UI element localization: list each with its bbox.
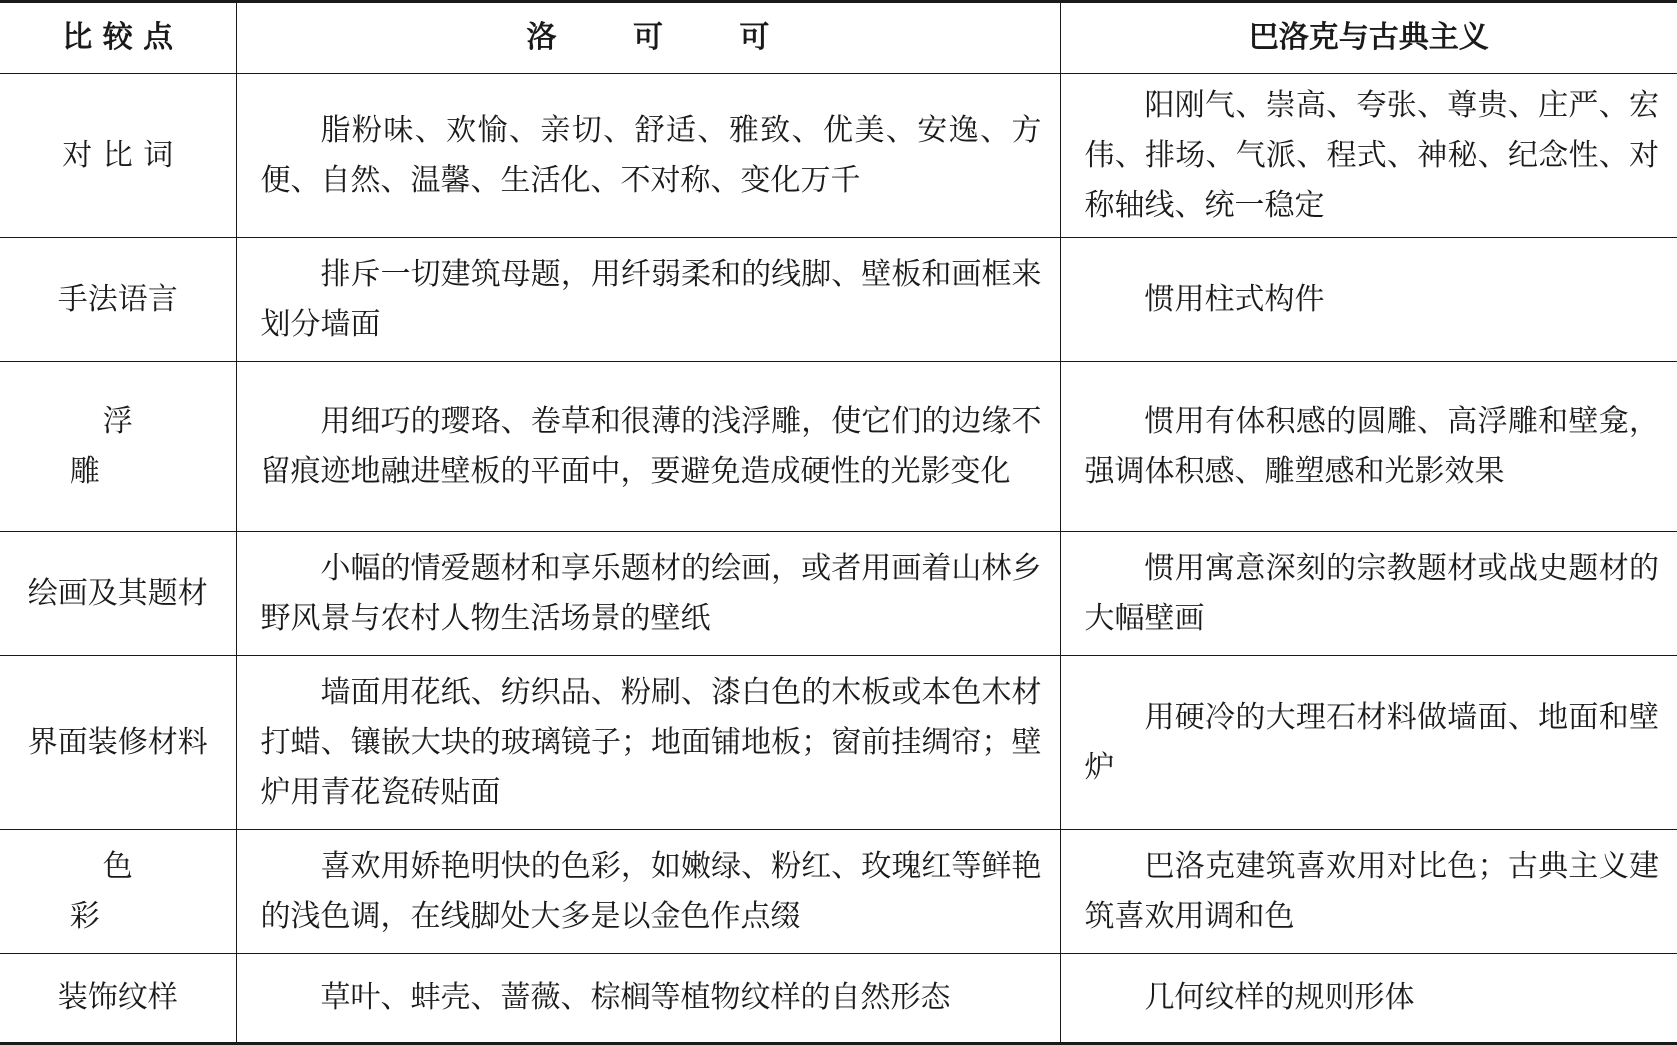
row-rococo-text: 排斥一切建筑母题，用纤弱柔和的线脚、壁板和画框来划分墙面: [260, 256, 1042, 342]
row-point-cell: [0, 830, 236, 954]
row-baroque-text: 阳刚气、崇高、夸张、尊贵、庄严、宏伟、排场、气派、程式、神秘、纪念性、对称轴线、统一稳定: [1084, 87, 1659, 223]
row-point-cell: [0, 954, 236, 1044]
table-row: [0, 74, 1677, 238]
header-baroque-text: 巴洛克与古典主义: [1248, 20, 1489, 55]
row-rococo-text: 草叶、蚌壳、蔷薇、棕榈等植物纹样的自然形态: [320, 980, 951, 1015]
row-baroque-text: 惯用有体积感的圆雕、高浮雕和壁龛，强调体积感、雕塑感和光影效果: [1084, 403, 1659, 489]
row-baroque-cell: [1060, 74, 1677, 238]
row-rococo-cell: [236, 830, 1060, 954]
header-point-text: 比 较 点: [62, 20, 174, 55]
header-rococo: [236, 2, 1060, 74]
row-baroque-cell: [1060, 954, 1677, 1044]
table-row: [0, 362, 1677, 532]
row-point-cell: [0, 74, 236, 238]
row-baroque-cell: [1060, 532, 1677, 656]
row-point-label: 色彩: [69, 848, 199, 934]
row-rococo-text: 小幅的情爱题材和享乐题材的绘画，或者用画着山林乡野风景与农村人物生活场景的壁纸: [260, 550, 1042, 636]
header-point: [0, 2, 236, 74]
row-rococo-cell: [236, 238, 1060, 362]
row-baroque-text: 惯用柱式构件: [1144, 281, 1325, 317]
row-rococo-text: 脂粉味、欢愉、亲切、舒适、雅致、优美、安逸、方便、自然、温馨、生活化、不对称、变化万千: [260, 112, 1042, 198]
row-point-label: 浮雕: [69, 403, 199, 489]
row-baroque-text: 惯用寓意深刻的宗教题材或战史题材的大幅壁画: [1084, 550, 1659, 636]
row-point-label: 界面装修材料: [27, 724, 208, 760]
row-point-cell: [0, 532, 236, 656]
row-rococo-cell: [236, 954, 1060, 1044]
header-rococo-text: 洛 可 可: [526, 20, 803, 55]
header-baroque: [1060, 2, 1677, 74]
row-baroque-cell: [1060, 830, 1677, 954]
row-point-label: 手法语言: [57, 281, 178, 317]
row-rococo-cell: [236, 362, 1060, 532]
row-point-cell: [0, 238, 236, 362]
table-row: [0, 532, 1677, 656]
table-row: [0, 238, 1677, 362]
row-point-label: 绘画及其题材: [27, 575, 208, 611]
table-row: [0, 830, 1677, 954]
row-rococo-cell: [236, 74, 1060, 238]
row-baroque-cell: [1060, 362, 1677, 532]
header-row: [0, 2, 1677, 74]
row-rococo-text: 喜欢用娇艳明快的色彩，如嫩绿、粉红、玫瑰红等鲜艳的浅色调，在线脚处大多是以金色作点缀: [260, 848, 1042, 934]
row-rococo-cell: [236, 656, 1060, 830]
row-baroque-cell: [1060, 238, 1677, 362]
row-point-label: 对比词: [62, 137, 184, 173]
row-point-cell: [0, 362, 236, 532]
table-row: [0, 954, 1677, 1044]
row-rococo-text: 用细巧的璎珞、卷草和很薄的浅浮雕，使它们的边缘不留痕迹地融进壁板的平面中，要避免造成硬性的光影变化: [260, 403, 1042, 489]
row-point-cell: [0, 656, 236, 830]
row-baroque-text: 巴洛克建筑喜欢用对比色；古典主义建筑喜欢用调和色: [1084, 848, 1659, 934]
table-row: [0, 656, 1677, 830]
row-rococo-text: 墙面用花纸、纺织品、粉刷、漆白色的木板或本色木材打蜡、镶嵌大块的玻璃镜子；地面铺地板；窗前挂绸帘；壁炉用青花瓷砖贴面: [260, 674, 1042, 810]
row-point-label: 装饰纹样: [57, 980, 178, 1015]
row-rococo-cell: [236, 532, 1060, 656]
row-baroque-text: 用硬冷的大理石材料做墙面、地面和壁炉: [1084, 699, 1659, 785]
row-baroque-cell: [1060, 656, 1677, 830]
row-baroque-text: 几何纹样的规则形体: [1144, 980, 1415, 1015]
